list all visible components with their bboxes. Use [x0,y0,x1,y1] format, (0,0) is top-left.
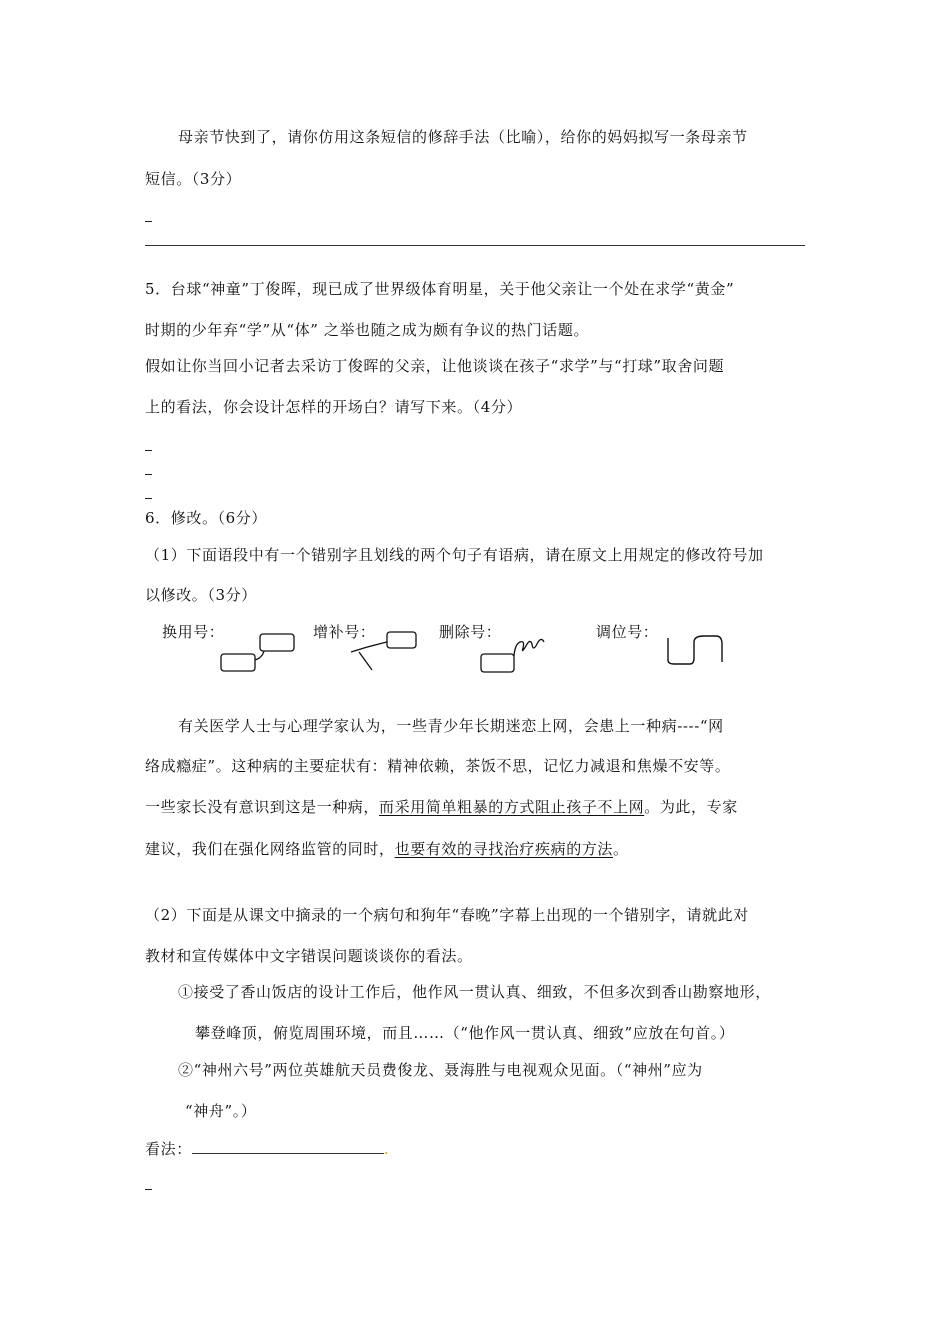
q4-line2: 短信。（3分） [145,170,242,188]
replace-symbol-label: 换用号： [162,623,225,641]
q5-line1: 5．台球“神童”丁俊晖，现已成了世界级体育明星，关于他父亲让一个处在求学“黄金” [145,280,735,298]
answer-line-marker [145,221,152,222]
opinion-blank[interactable] [192,1139,384,1154]
insert-mark-icon [345,630,420,674]
transpose-mark-icon [662,632,726,668]
passage-line3-end: 。为此，专家 [644,798,738,816]
passage-line3-start: 一些家长没有意识到这是一种病， [145,798,380,816]
opinion-row [145,1139,389,1159]
example-2-line1: ②“神州六号”两位英雄航天员费俊龙、聂海胜与电视观众见面。（“神州”应为 [178,1061,703,1079]
replace-mark-icon [218,630,300,676]
q6-title: 6．修改。（6分） [145,509,267,527]
passage-line3 [145,797,738,817]
answer-line[interactable] [145,245,805,246]
passage-line4-start: 建议，我们在强化网络监管的同时， [145,840,395,858]
q6-part1-line2: 以修改。（3分） [145,586,257,604]
transpose-symbol-label: 调位号： [596,623,659,641]
example-1-line1: ①接受了香山饭店的设计工作后，他作风一贯认真、细致，不但多次到香山勘察地形， [178,983,771,1001]
opinion-label: 看法： [145,1140,192,1158]
answer-line-marker[interactable] [145,450,152,451]
passage-line4 [145,839,629,859]
passage-line2: 络成瘾症”。这种病的主要症状有：精神依赖，茶饭不思，记忆力减退和焦燥不安等。 [145,757,731,775]
q6-part2-line1: （2）下面是从课文中摘录的一个病句和狗年“春晚”字幕上出现的一个错别字，请就此对 [145,906,749,924]
underlined-sentence-2: 也要有效的寻找治疗疾病的方法 [394,840,614,858]
delete-mark-icon [478,630,550,676]
passage-line4-end: 。 [613,840,629,858]
example-2-line2: “神舟”。） [185,1102,257,1120]
q4-line1: 母亲节快到了，请你仿用这条短信的修辞手法（比喻），给你的妈妈拟写一条母亲节 [178,128,748,146]
passage-line1: 有关医学人士与心理学家认为，一些青少年长期迷恋上网，会患上一种病----“网 [178,717,724,735]
q5-line4: 上的看法，你会设计怎样的开场白？请写下来。（4分） [145,398,523,416]
example-1-line2: 攀登峰顶，俯览周围环境，而且……（“他作风一贯认真、细致”应放在句首。） [195,1024,735,1042]
underlined-sentence-1: 而采用简单粗暴的方式阻止孩子不上网 [379,798,645,816]
delete-symbol-label: 删除号： [439,623,502,641]
answer-line-marker[interactable] [145,498,152,499]
q5-line2: 时期的少年弃“学”从“体” 之举也随之成为颇有争议的热门话题。 [145,321,590,339]
q5-line3: 假如让你当回小记者去采访丁俊晖的父亲，让他谈谈在孩子“求学”与“打球”取舍问题 [145,357,725,375]
opinion-dot: . [383,1140,390,1158]
q6-part1-line1: （1）下面语段中有一个错别字且划线的两个句子有语病，请在原文上用规定的修改符号加 [145,546,764,564]
insert-symbol-label: 增补号： [313,623,376,641]
answer-line-marker[interactable] [145,1189,152,1190]
q6-part2-line2: 教材和宣传媒体中文字错误问题谈谈你的看法。 [145,947,473,965]
answer-line-marker[interactable] [145,474,152,475]
